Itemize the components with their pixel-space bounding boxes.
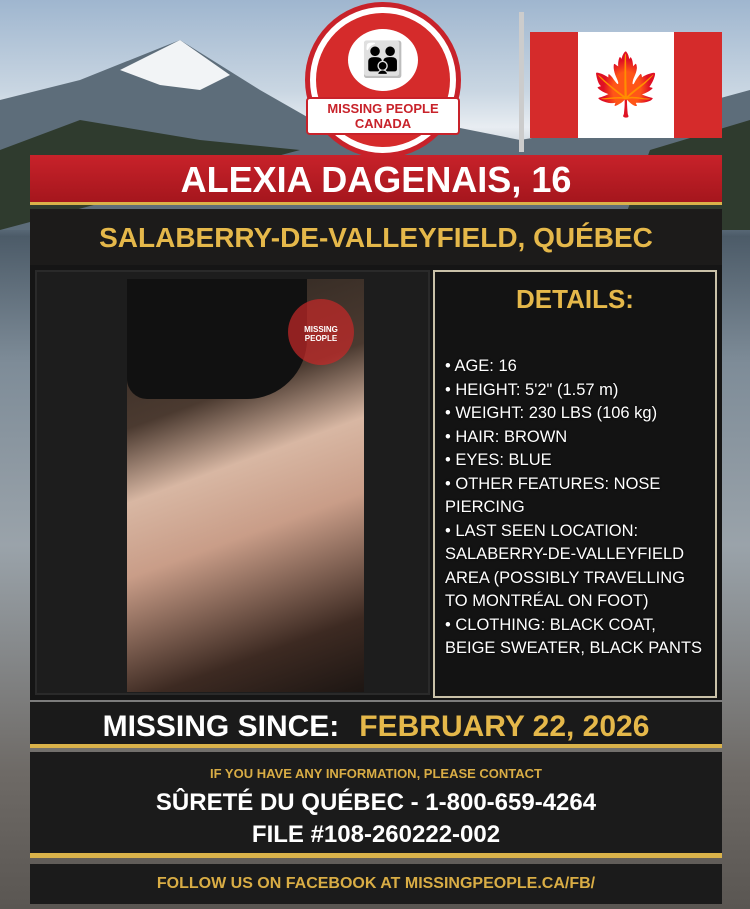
missing-person-photo [127, 279, 364, 692]
photo-frame [35, 270, 430, 695]
detail-eyes: • EYES: BLUE [445, 451, 552, 469]
canada-flag [530, 32, 722, 138]
missing-since-label: MISSING SINCE: [102, 710, 340, 743]
beanie [127, 279, 307, 399]
details-title: DETAILS: [516, 284, 634, 314]
main-panel [30, 265, 722, 700]
detail-clothing: • CLOTHING: BLACK COAT, BEIGE SWEATER, BLACK PANTS [445, 615, 703, 657]
detail-weight: • WEIGHT: 230 LBS (106 kg) [445, 404, 658, 422]
contact-agency-phone: SÛRETÉ DU QUÉBEC - 1-800-659-4264 [155, 789, 597, 816]
detail-height: • HEIGHT: 5'2" (1.57 m) [445, 380, 619, 399]
detail-hair: • HAIR: BROWN [445, 427, 568, 446]
detail-age: • AGE: 16 [445, 357, 517, 375]
contact-panel [30, 752, 722, 858]
logo-text: MISSING PEOPLE [327, 101, 439, 116]
missing-people-canada-logo [305, 2, 461, 158]
facebook-follow-link[interactable]: FOLLOW US ON FACEBOOK AT MISSINGPEOPLE.CA/FB/ [30, 864, 722, 904]
file-number: FILE #108-260222-002 [251, 821, 501, 848]
logo-watermark: MISSING PEOPLE [288, 299, 354, 365]
detail-features: • OTHER FEATURES: NOSE PIERCING [445, 474, 661, 516]
details-list [445, 355, 705, 661]
missing-since-date: FEBRUARY 22, 2026 [359, 710, 650, 743]
missing-since-bar [30, 702, 722, 748]
person-location: SALABERRY-DE-VALLEYFIELD, QUÉBEC [30, 209, 722, 267]
contact-prompt: IF YOU HAVE ANY INFORMATION, PLEASE CONTACT [210, 766, 542, 781]
logo-subtext: CANADA [354, 116, 412, 131]
detail-last-seen: • LAST SEEN LOCATION: SALABERRY-DE-VALLEYFIELD AREA (POSSIBLY TRAVELLING TO MONTRÉAL ON FOOT) [445, 521, 685, 610]
flagpole [519, 12, 524, 152]
family-icon: 👪 [348, 29, 418, 91]
maple-leaf-icon: 🍁 [578, 32, 674, 138]
details-panel [433, 270, 717, 698]
person-name: ALEXIA DAGENAIS, 16 [30, 155, 722, 205]
